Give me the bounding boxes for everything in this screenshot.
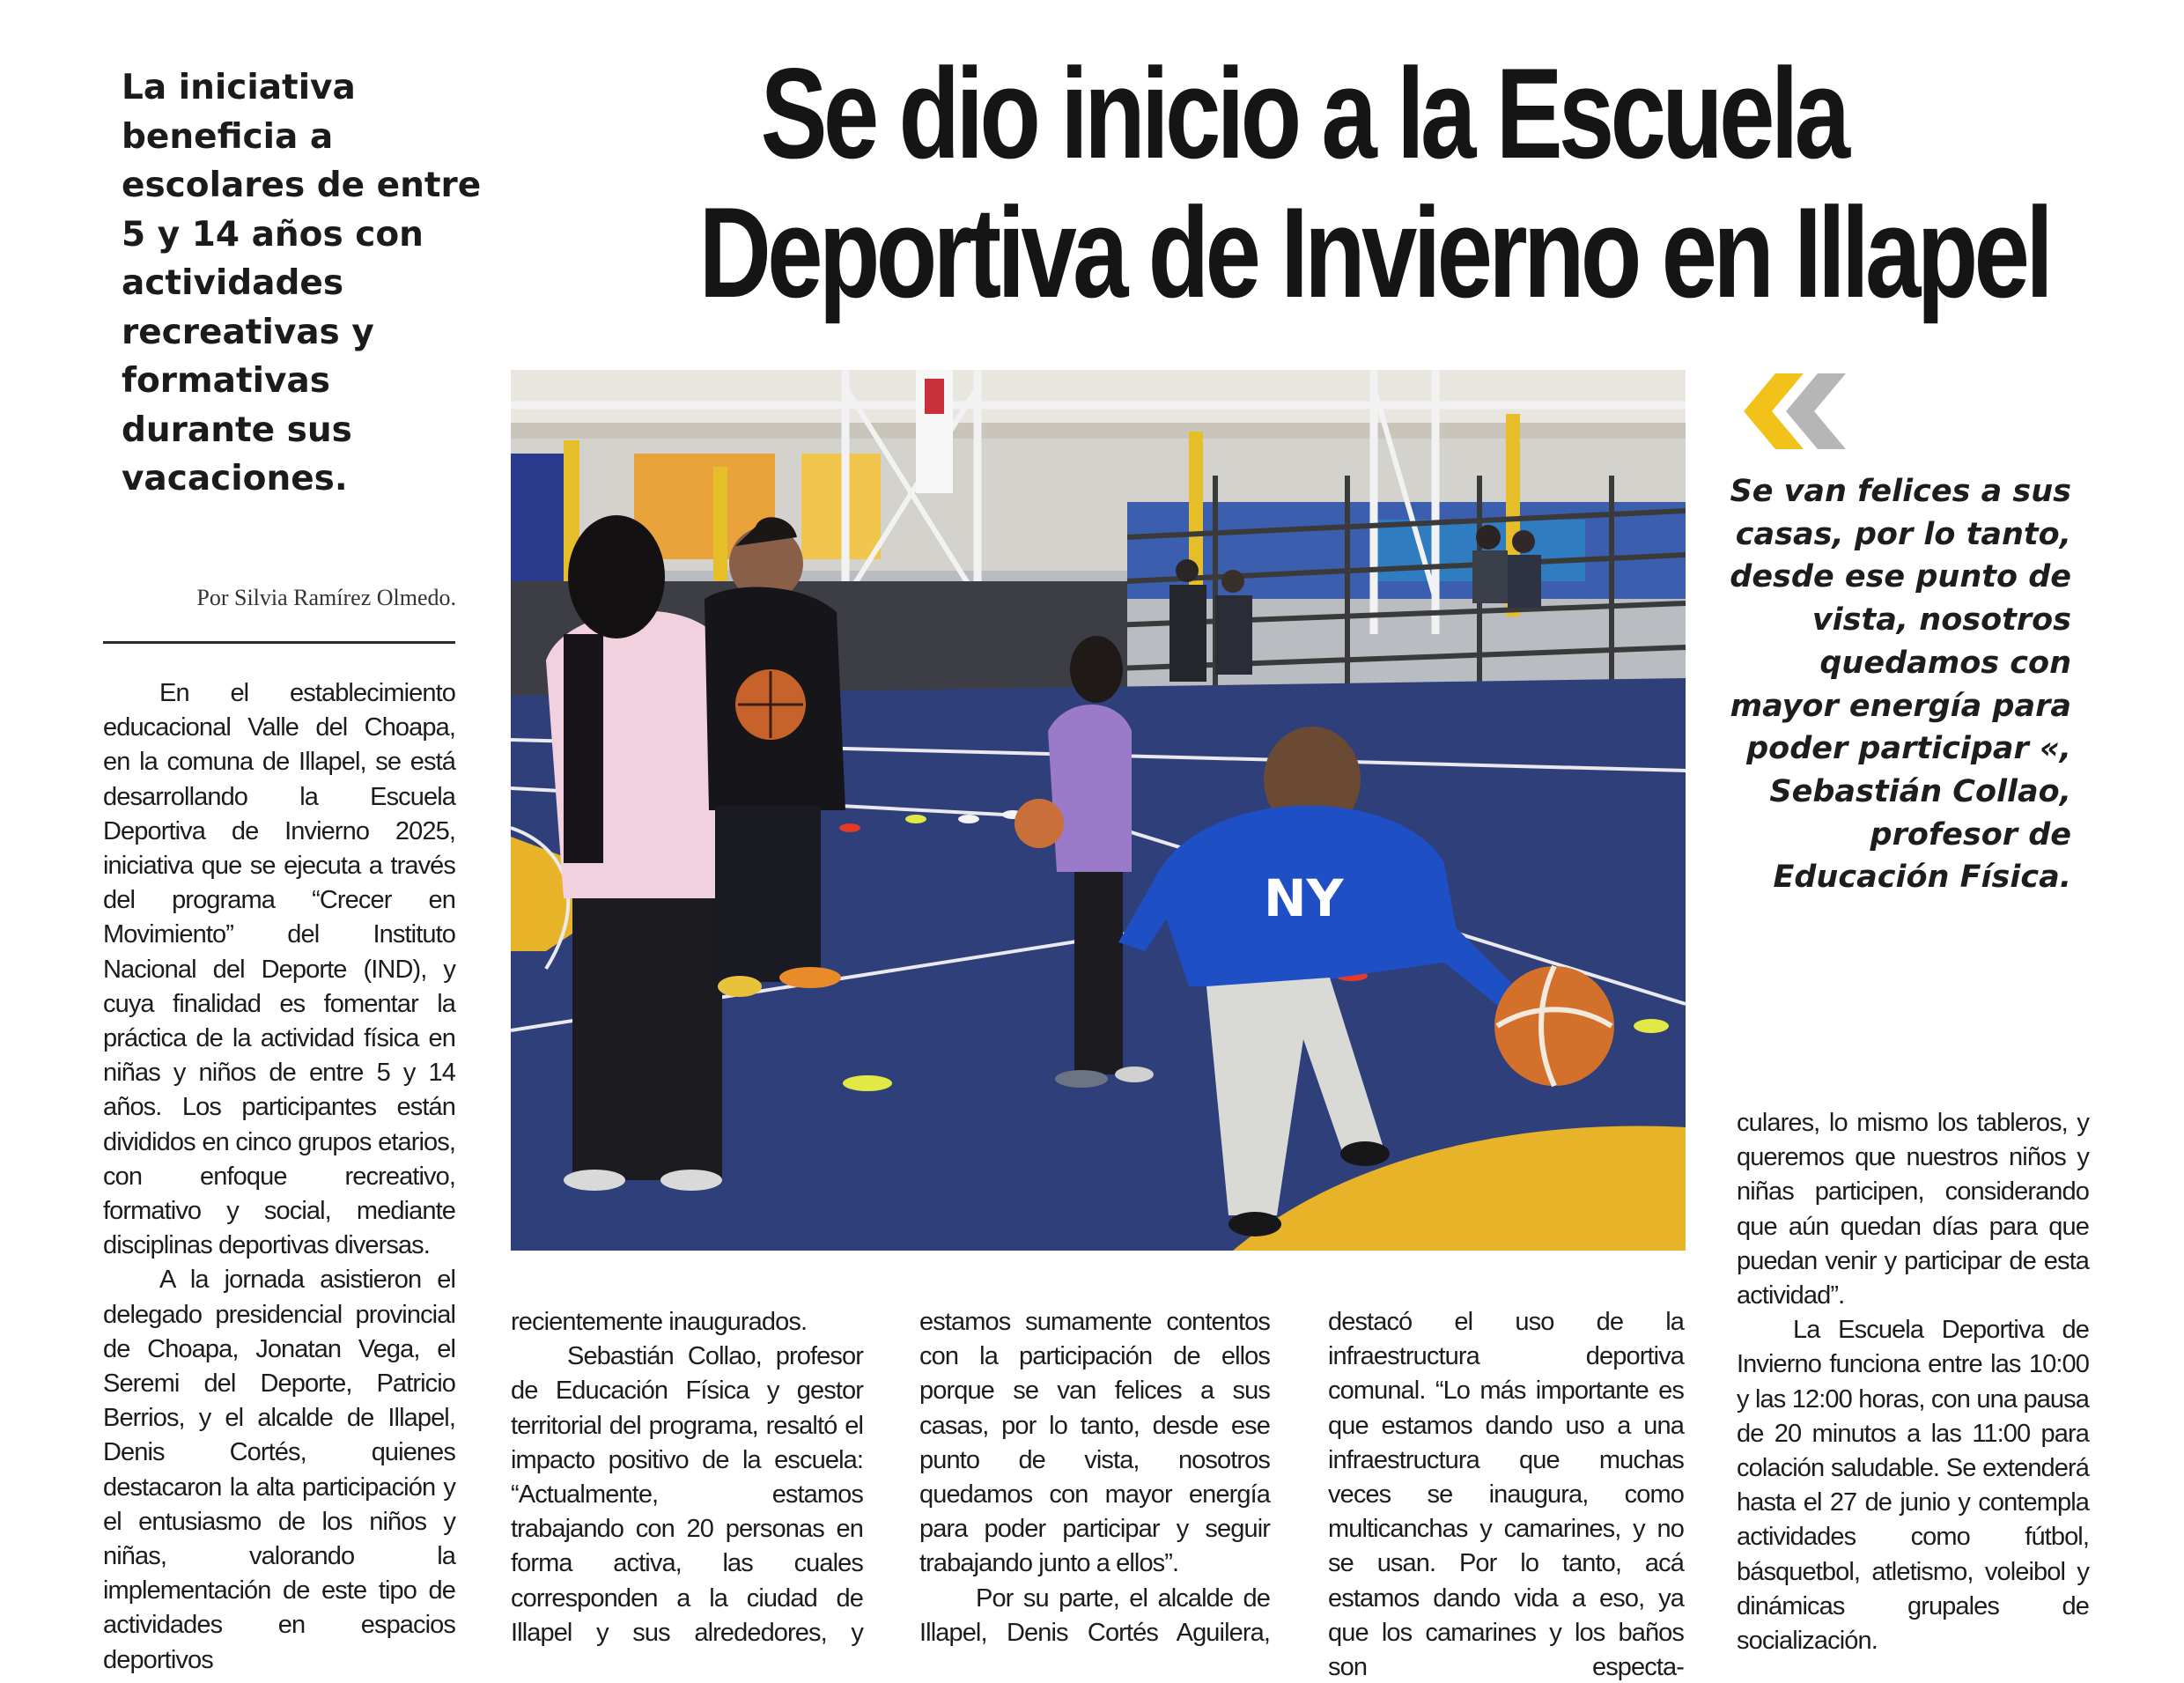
paragraph: La Escuela Deportiva de Invierno funciona entre las 10:00 y las 12:00 horas, con una pausa de 20 minutos a las 11:00 para colación saludable. Se extenderá hasta el 27 de junio y contempla actividades como fútbol, básquetbol, atletismo, voleibol y dinámicas grupales de socialización. bbox=[1737, 1316, 2089, 1656]
pull-quote-attribution: Sebastián Collao, profesor de Educación Física. bbox=[1769, 773, 2071, 896]
paragraph: recientemente inaugurados. bbox=[511, 1308, 808, 1336]
paragraph: En el establecimiento educacional Valle del Choapa, en la comuna de Illapel, se está desarrollando la Escuela Deportiva de Invierno 2025, iniciativa que se ejecuta a través del programa “Crecer en Movimiento” del Instituto Nacional del Deporte (IND), y cuya finalidad es fomentar la práctica de la actividad física en niñas y niños de entre 5 y 14 años. Los participantes están divididos en cinco grupos etarios, con enfoque recreativo, formativo y social, mediante disciplinas deportivas diversas. bbox=[103, 679, 455, 1260]
paragraph: estamos sumamente contentos con la participación de ellos porque se van felices a sus casas, por lo tanto, desde ese punto de vista, nosotros quedamos con mayor energía para poder participar y seguir trabajando junto a ellos”. bbox=[919, 1308, 1270, 1578]
pull-quote-text: Se van felices a sus casas, por lo tanto, desde ese punto de vista, nosotros quedamos con mayor energía para poder participar «, bbox=[1730, 474, 2071, 767]
byline-divider bbox=[103, 641, 455, 644]
chevron-quote-icon bbox=[1733, 373, 1865, 449]
article-column-5 bbox=[1737, 1106, 2089, 1658]
article-headline bbox=[528, 41, 2078, 324]
article-column-4 bbox=[1328, 1305, 1684, 1683]
paragraph: Por su parte, el alcalde de Illapel, Denis Cortés Aguilera, bbox=[919, 1583, 1270, 1647]
byline: Por Silvia Ramírez Olmedo. bbox=[196, 585, 456, 610]
pull-quote bbox=[1717, 470, 2071, 899]
article-photo bbox=[511, 370, 1686, 1251]
photo-basketball-class bbox=[511, 370, 1686, 1251]
paragraph: culares, lo mismo los tableros, y queremos que nuestros niños y niñas participen, considerando que aún quedan días para que puedan venir y participar de esta actividad”. bbox=[1737, 1109, 2089, 1310]
paragraph: destacó el uso de la infraestructura deportiva comunal. “Lo más importante es que estamos dando uso a una infraestructura que muchas veces se inaugura, como multicanchas y camarines, y no se usan. Por lo tanto, acá estamos dando vida a eso, ya que los camarines y los baños son especta- bbox=[1328, 1308, 1684, 1682]
headline-line-1: Se dio inicio a la Escuela bbox=[760, 41, 1847, 185]
paragraph: Sebastián Collao, profesor de Educación Física y gestor territorial del programa, resaltó el impacto positivo de la escuela: “Actualmente, estamos trabajando con 20 personas en forma activa, las cuales corresponden a la ciudad de Illapel y sus alrededores, y bbox=[511, 1342, 863, 1647]
headline-line-2: Deportiva de Invierno en Illapel bbox=[698, 181, 2050, 324]
article-lead: La iniciativa beneficia a escolares de entre 5 y 14 años con actividades recreativas y formativas durante sus vacaciones. bbox=[122, 68, 482, 498]
article-column-3 bbox=[919, 1305, 1270, 1650]
article-column-1 bbox=[103, 676, 455, 1678]
paragraph: A la jornada asistieron el delegado presidencial provincial de Choapa, Jonatan Vega, el Seremi del Deporte, Patricio Berrios, y el alcalde de Illapel, Denis Cortés, quienes destacaron la alta participación y el entusiasmo de los niños y niñas, valorando la implementación de este tipo de actividades en espacios deportivos bbox=[103, 1266, 455, 1674]
article-column-2 bbox=[511, 1305, 863, 1650]
shirt-logo: NY bbox=[1264, 868, 1344, 928]
